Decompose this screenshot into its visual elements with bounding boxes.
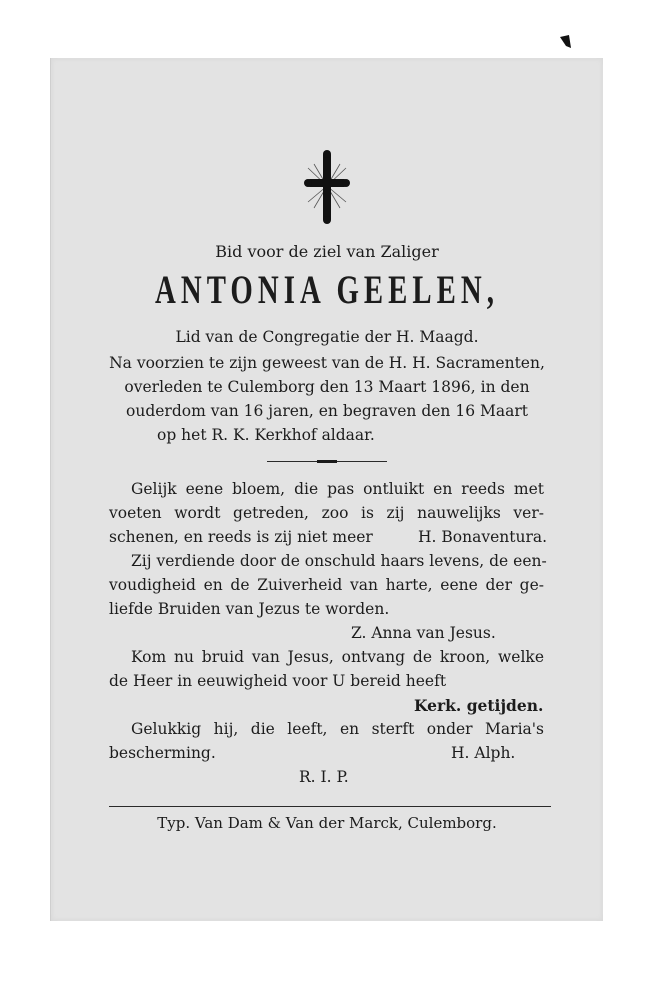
quote-line: bescherming. xyxy=(109,744,216,762)
cross-icon xyxy=(304,150,350,228)
quote-line: Gelukkig hij, die leeft, en sterft onder Maria's xyxy=(131,720,544,738)
printer-line: Typ. Van Dam & Van der Marck, Culemborg. xyxy=(157,814,497,832)
rip-line: R. I. P. xyxy=(299,768,349,786)
quote-line: voeten wordt getreden, zoo is zij nauwelijks ver- xyxy=(109,504,544,522)
details-line: op het R. K. Kerkhof aldaar. xyxy=(157,426,375,444)
corner-ink-mark xyxy=(560,34,572,48)
intro-line: Bid voor de ziel van Zaliger xyxy=(215,242,439,261)
details-line: Na voorzien te zijn geweest van de H. H. Sacramenten, xyxy=(109,354,545,372)
divider-center-mark xyxy=(317,460,337,463)
details-line: ouderdom van 16 jaren, en begraven den 16 Maart xyxy=(126,402,528,420)
quote-source: Z. Anna van Jesus. xyxy=(351,624,496,642)
quote-line: liefde Bruiden van Jezus te worden. xyxy=(109,600,390,618)
quote-source: H. Bonaventura. xyxy=(418,528,548,546)
quote-line: Kom nu bruid van Jesus, ontvang de kroon, welke xyxy=(131,648,544,666)
membership-line: Lid van de Congregatie der H. Maagd. xyxy=(175,328,479,346)
quote-source: Kerk. getijden. xyxy=(414,696,544,715)
quote-line: schenen, en reeds is zij niet meer xyxy=(109,528,373,546)
quote-line: Zij verdiende door de onschuld haars levens, de een- xyxy=(131,552,547,570)
quote-line: voudigheid en de Zuiverheid van harte, eene der ge- xyxy=(109,576,544,594)
details-line: overleden te Culemborg den 13 Maart 1896, in den xyxy=(124,378,530,396)
bottom-rule xyxy=(109,806,551,807)
memorial-card xyxy=(50,58,603,921)
deceased-name: ANTONIA GEELEN, xyxy=(155,267,499,312)
quote-line: de Heer in eeuwigheid voor U bereid heeft xyxy=(109,672,447,690)
quote-source: H. Alph. xyxy=(451,744,516,762)
quote-line: Gelijk eene bloem, die pas ontluikt en reeds met xyxy=(131,480,544,498)
